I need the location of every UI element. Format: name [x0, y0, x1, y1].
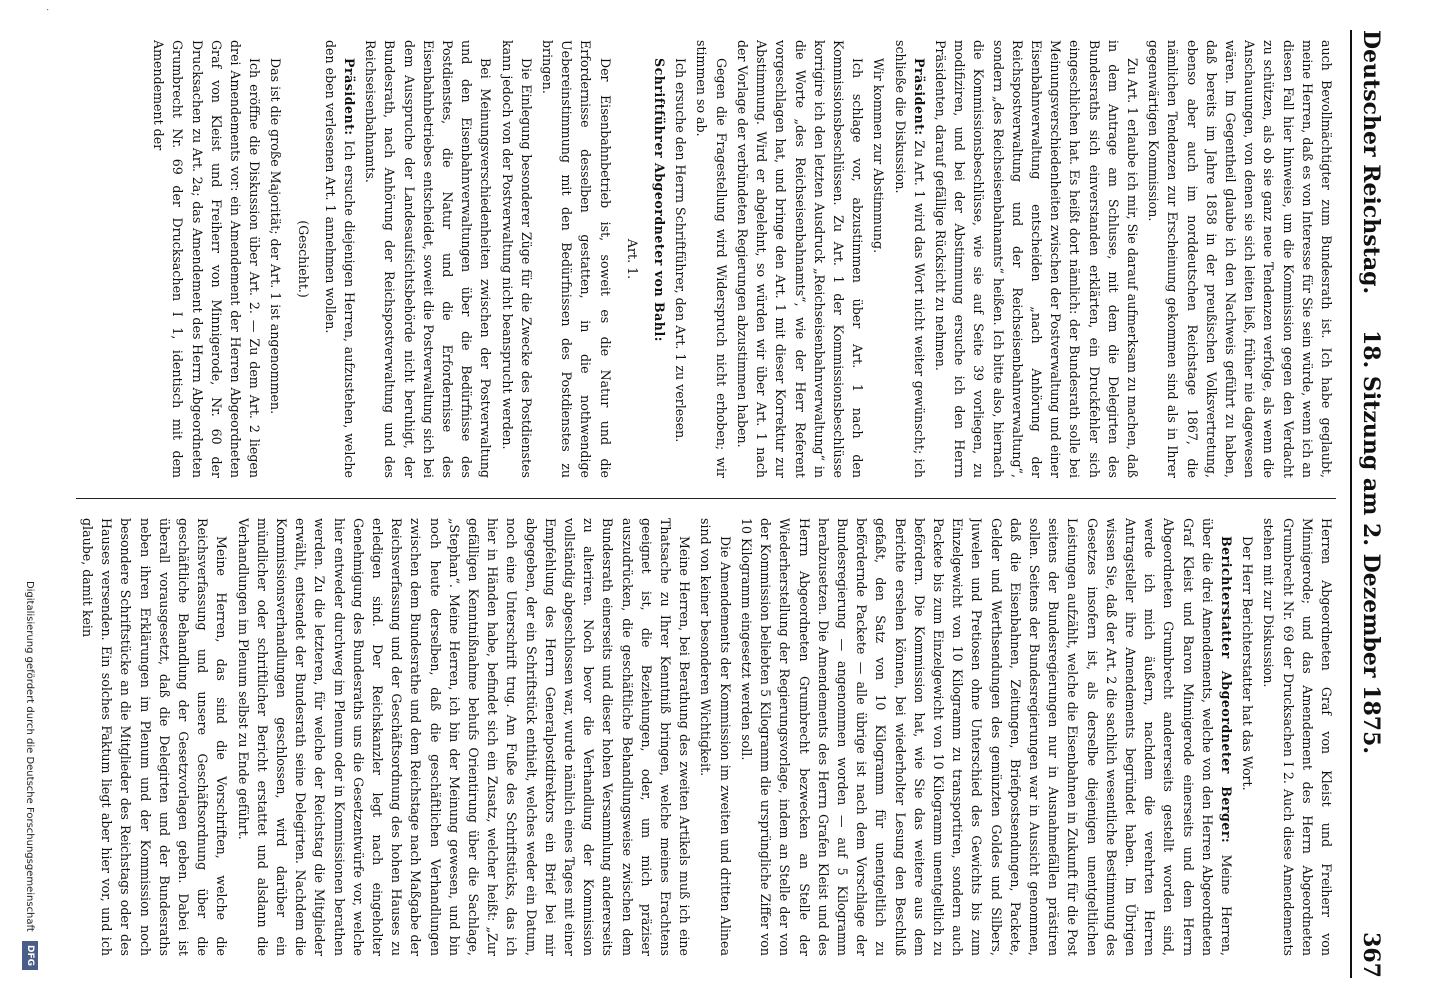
paragraph-text: Bei Meinungsverschiedenheiten zwischen der Postverwaltung und den Eisenbahnverwaltungen über die Bedürfnisse des Postdienstes, die Natur und die Erfordernisse des Eisenbahnbetriebes entscheidet, soweit die Postverwaltung sich bei dem Ausspruche der Landesaufsichtsbehörde nicht beruhigt, der Bundesrath, nach Anhörung der Reichspostverwaltung und des Reichseisenbahnamts.	[363, 40, 494, 478]
paragraph	[671, 40, 690, 478]
speaker-name: Präsident:	[342, 58, 358, 136]
speaker-name: Berichterstatter Abgeordneter Berger:	[1218, 536, 1234, 844]
section-heading: (Geschieht.)	[295, 220, 311, 298]
paragraph-text: Zu Art. 1 wird das Wort nicht weiter gewünscht; ich schließe die Diskussion.	[892, 40, 927, 478]
paragraph-text: Herren Abgeordneten Graf von Kleist und Freiherr von Minnigerode; und das Amendement des Herrn Abgeordneten Grumbrecht Nr. 69 der Drucksachen I 2. Auch diese Amendements stehen mit zur Diskussion.	[1261, 518, 1334, 956]
dfg-logo-icon: DFG	[22, 941, 38, 970]
paragraph-text: Die Einlegung besonderer Züge für die Zwecke des Postdienstes kann jedoch von der Postverwaltung nicht beansprucht werden.	[499, 40, 534, 478]
header-session: 18. Sitzung am 2. Dezember 1875.	[1358, 330, 1384, 755]
paragraph	[650, 40, 669, 478]
paragraph	[692, 40, 730, 478]
right-text-column	[66, 518, 1336, 956]
paragraph-text: Meine Herren, das sind die Vorschriften, welche die Reichsverfassung und unsere Geschäftsordnung über die geschäftliche Behandlung der Gesetzvorlagen geben. Dabei ist überall vorausgesetzt, daß die Delegirten und der Bundesraths neben ihren Erklärungen im Plenum und der Kommission noch besondere Schriftstücke an die Mitglieder des Reichstags oder des Hauses versenden. Ein solches Faktum liegt aber hier vor, und ich glaube, damit kein	[80, 518, 230, 956]
paragraph	[321, 40, 359, 478]
paragraph	[538, 40, 615, 478]
paragraph-text: Ich eröffne die Diskussion über Art. 2. — Zu dem Art. 2 liegen drei Amendements vor: ein Amendement der Herren Abgeordneten Graf von Kleist und Freiherr von Minnigerode, Nr. 60 der Drucksachen zu Art. 2a; das Amendement des Herrn Abgeordneten Grumbrecht Nr. 69 der Drucksachen I 1, identisch mit dem Amendement der	[151, 40, 263, 478]
paragraph	[890, 40, 928, 478]
paragraph	[737, 518, 1236, 956]
paragraph-text: Zu Art. 1 erlaube ich mir, Sie darauf aufmerksam zu machen, daß in dem Antrage am Schlusse, mit dem die Delegirten des Bundesraths sich einverstanden erklärten, ein Druckfehler sich eingeschlichen hat. Es heißt dort nämlich: der Bundesrath solle bei Meinungsverschiedenheiten zwischen der Postverwaltung und einer Eisenbahnverwaltung entscheiden „nach Anhörung der Reichspostverwaltung und der Reichseisenbahnverwaltung“, sondern „des Reichseisenbahnamts“ heißen. Ich bitte also, hiernach die Kommissionsbeschlüsse, wie sie auf Seite 39 vorliegen, zu modifiziren, und bei der Abstimmung ersuche ich den Herrn Präsidenten, darauf gefällige Rücksicht zu nehmen.	[932, 40, 1140, 478]
paragraph	[149, 40, 264, 478]
paragraph-text: Das ist die große Majorität; der Art. 1 ist angenommen.	[268, 58, 284, 415]
paragraph-text: Ich ersuche diejenigen Herren, aufzustehen, welche den eben verlesenen Art. 1 annehmen wollen.	[322, 40, 358, 478]
paragraph-text: Der Herr Berichterstatter hat das Wort.	[1240, 536, 1256, 791]
paragraph	[497, 40, 535, 478]
paragraph-text: Meine Herren, bei Berathung des zweiten Artikels muß ich eine Thatsache zu Ihrer Kenntniß bringen, welche meines Erachtens geeignet ist, die Beziehungen, oder, um mich präziser auszudrücken, die geschäftliche Behandlungsweise zwischen dem Bundesrath einerseits und dieser hohen Versammlung andererseits zu alteriren. Noch bevor die Verhandlung der Kommission vollständig abgeschlossen war, wurde nämlich eines Tages mit einer Empfehlung des Herrn Generalpostdirektors ein Brief bei mir abgegeben, der ein Schriftstück enthielt, welches weder ein Datum, noch eine Unterschrift trug. Am Fuße des Schriftstücks, das ich hier in Händen habe, befindet sich ein Zusatz, welcher heißt: „Zur gefälligen Kenntnißnahme behufs Orientirung über die Sachlage, „Stephan“. Meine Herren, ich bin der Meinung gewesen, und bin noch heute derselben, daß die geschäftlichen Verhandlungen zwischen dem Bundesrathe und dem Reichstage nach Maßgabe der Reichsverfassung und der Geschäftsordnung des hohen Hauses zu erledigen sind. Der Reichskanzler legt nach eingeholter Genehmigung des Bundesraths uns die Gesetzentwürfe vor, welche hier entweder durchweg im Plenum oder in Kommissionen berathen werden. Zu die letzteren, für welche der Reichstag die Mitglieder erwählt, entsendet der Bundesrath seine Delegirten. Nachdem die Kommissionsverhandlungen geschlossen, wird darüber ein mündlicher oder schriftlicher Bericht erstattet und alsdann die Verhandlungen im Plenum selbst zu Ende geführt.	[235, 518, 693, 956]
paragraph	[1259, 518, 1336, 956]
paragraph	[1238, 518, 1257, 956]
page-header	[1350, 30, 1402, 978]
paragraph-text: Wir kommen zur Abstimmung.	[871, 58, 887, 254]
speaker-name: Präsident:	[911, 58, 927, 136]
paragraph	[733, 40, 867, 478]
paragraph	[696, 518, 734, 956]
left-text-column	[66, 40, 1336, 478]
paragraph	[266, 40, 285, 478]
paragraph-text: Der Eisenbahnbetrieb ist, soweit es die Natur und die Erfordernisse desselben gestatten, in die nothwendige Uebereinstimmung mit den Bedürfnissen des Postdienstes zu bringen.	[540, 40, 613, 478]
paragraph-text: Meine Herren, über die drei Amendements, welche von den Herren Abgeordneten Graf Kleist und Baron Minnigerode einerseits und dem Herrn Abgeordneten Grumbrecht andererseits gestellt worden sind, werde ich mich äußern, nachdem die verehrten Herren Antragsteller ihre Amendements begründet haben. Im Übrigen wissen Sie, daß der Art. 2 die sachlich wesentliche Bestimmung des Gesetzes insofern ist, als derselbe diejenigen unentgeltlichen Leistungen aufzählt, welche die Eisenbahnen in Zukunft für die Post seitens der Bundesregierungen nur in Ausnahmefällen prästiren sollen. Seitens der Bundesregierungen war in Aussicht genommen, daß die Eisenbahnen, Zeitungen, Briefpostsendungen, Packete, Gelder und Werthsendungen des gemünzten Goldes und Silbers, Juwelen und Pretiosen ohne Unterschied des Gewichts bis zum Einzelgewicht von 10 Kilogramm zu transportiren, sondern auch Packete bis zum Einzelgewicht von 10 Kilogramm unentgeltlich zu befördern. Die Kommission hat, wie Sie das weitere aus dem Berichte ersehen können, bei wiederholter Lesung den Beschluß gefaßt, den Satz von 10 Kilogramm für unentgeltlich zu befördernde Packete — alle übrige ist nach dem Vorschlage der Bundesregierung — angenommen worden — auf 5 Kilogramm herabzusetzen. Die Amendements des Herrn Grafen Kleist und des Herrn Abgeordneten Grumbrecht bezwecken an Stelle der Wiederherstellung der Regierungsvorlage, indem an Stelle der von der Kommission beliebten 5 Kilogramm die ursprüngliche Ziffer von 10 Kilogramm eingesetzt werden soll.	[738, 518, 1234, 956]
paragraph	[233, 518, 694, 956]
section-heading: Art. 1.	[624, 238, 640, 280]
digitization-attribution	[18, 30, 40, 970]
paragraph-text: auch Bevollmächtigter zum Bundesrath ist. Ich habe geglaubt, meine Herren, daß es von Interesse für Sie sein würde, wenn ich an diesen Fall hier hinweise, um die Kommission gegen den Verdacht zu schützen, als ob sie ganz neue Tendenzen verfolge, als wenn die Anschauungen, von denen sie sich leiten ließ, früher nie dagewesen wären. Im Gegentheil glaube ich den Nachweis geführt zu haben, daß bereits im Jahre 1858 in der preußischen Volksvertretung, ebenso aber auch im norddeutschen Reichstage 1867, die nämlichen Tendenzen zur Erscheinung gekommen sind als in Ihrer gegenwärtigen Kommission.	[1146, 40, 1334, 478]
paragraph	[78, 518, 232, 956]
attribution-text: Digitalisierung gefördert durch die Deutsche Forschungsgemeinschaft	[24, 580, 35, 932]
paragraph-text: Die Amendements der Kommission im zweiten und dritten Alinea sind von keiner besonderen Wichtigkeit.	[698, 518, 733, 956]
paragraph	[931, 40, 1142, 478]
paragraph	[869, 40, 888, 478]
paragraph-text: Gegen die Fragestellung wird Widerspruch nicht erhoben; wir stimmen so ab.	[694, 40, 729, 478]
paragraph	[361, 40, 495, 478]
header-publication: Deutscher Reichstag.	[1358, 30, 1384, 295]
column-divider	[76, 498, 1336, 499]
header-page-number: 367	[1358, 932, 1384, 978]
ink-mark: ·	[41, 8, 52, 12]
speaker-name: Schriftführer Abgeordneter von Bahl:	[652, 58, 668, 342]
paragraph	[1144, 40, 1336, 478]
paragraph-text: Ich schlage vor, abzustimmen über Art. 1 nach den Kommissionsbeschlüssen. Zu Art. 1 der Kommissionsbeschlüsse korrigire ich den letzten Ausdruck „Reichseisenbahnverwaltung“ in die Worte „des Reichseisenbahnamts“, wie der Herr Referent vorgeschlagen hat, und bringe den Art. 1 mit dieser Korrektur zur Abstimmung. Wird er abgelehnt, so würden wir über Art. 1 nach der Vorlage der verbündeten Regierungen abzustimmen haben.	[734, 40, 866, 478]
paragraph-text: Ich ersuche den Herrn Schriftführer, den Art. 1 zu verlesen.	[673, 58, 689, 443]
